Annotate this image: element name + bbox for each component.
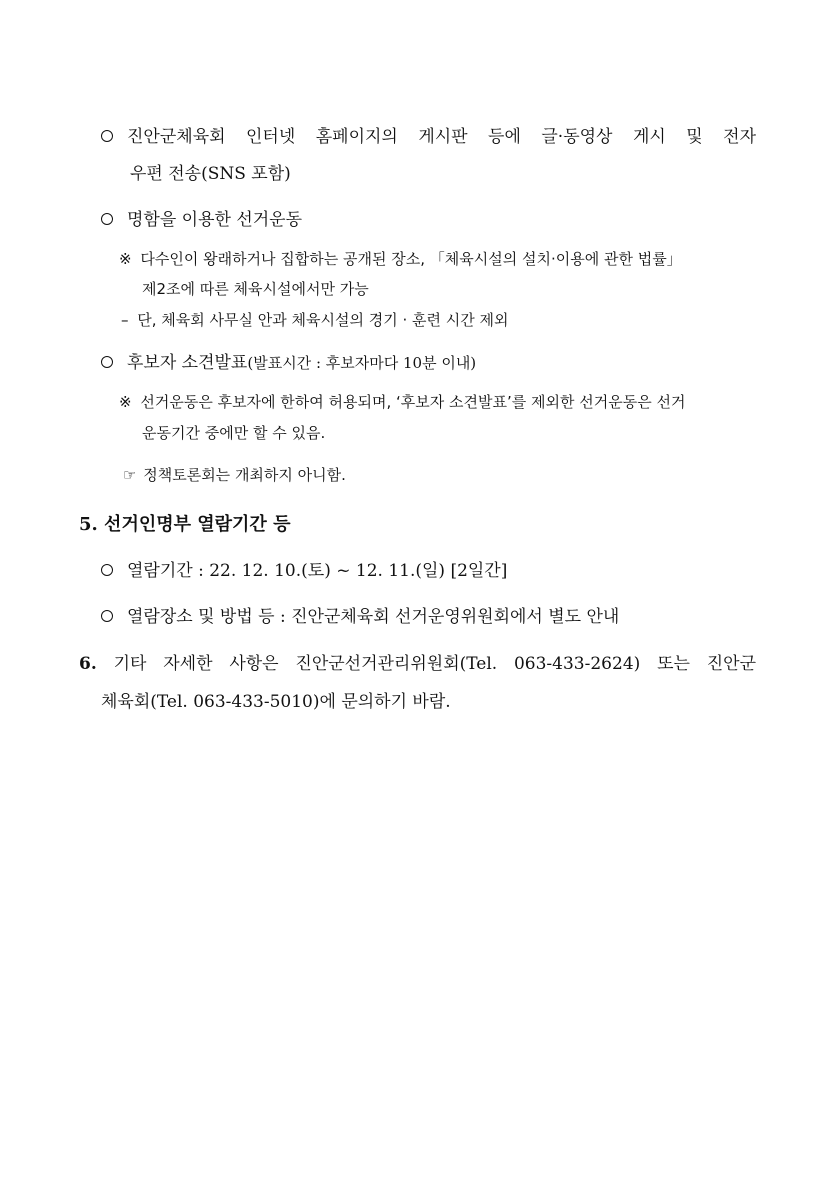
- circle-bullet-icon: [101, 356, 113, 368]
- section-5-heading: 5. 선거인명부 열람기간 등: [79, 514, 291, 535]
- period-item: [101, 563, 507, 580]
- speech-item: [101, 355, 476, 372]
- policy-note: [123, 468, 346, 483]
- section-6-line-1: [79, 656, 756, 673]
- card-note-line-2: 제2조에 따른 체육시설에서만 가능: [142, 280, 369, 298]
- place-item: [101, 609, 619, 626]
- speech-note-line-1: 선거운동은 후보자에 한하여 허용되며, ‘후보자 소견발표’를 제외한 선거운동은 선거: [140, 393, 686, 411]
- reference-mark-icon: ※: [119, 250, 132, 268]
- card-dash-text: 단, 체육회 사무실 안과 체육시설의 경기 · 훈련 시간 제외: [137, 311, 509, 329]
- speech-note-line-2: 운동기간 중에만 할 수 있음.: [142, 424, 326, 442]
- policy-text: 정책토론회는 개최하지 아니함.: [143, 466, 346, 484]
- card-dash-item: [121, 313, 509, 328]
- circle-bullet-icon: [101, 213, 113, 225]
- circle-bullet-icon: [101, 610, 113, 622]
- card-note: [119, 252, 682, 267]
- speech-title: 후보자 소견발표: [127, 353, 248, 373]
- speech-detail: (발표시간 : 후보자마다 10분 이내): [247, 354, 477, 372]
- pointing-hand-icon: ☞: [123, 466, 137, 484]
- circle-bullet-icon: [101, 130, 113, 142]
- circle-bullet-icon: [101, 564, 113, 576]
- speech-note: [119, 395, 685, 410]
- section-6-text-1: 기타 자세한 사항은 진안군선거관리위원회(Tel. 063-433-2624) 또는 진안군: [113, 654, 757, 674]
- sns-item: [101, 129, 756, 146]
- section-6-line-2: 체육회(Tel. 063-433-5010)에 문의하기 바람.: [101, 692, 451, 712]
- reference-mark-icon: ※: [119, 393, 132, 411]
- sns-line-2: 우편 전송(SNS 포함): [130, 164, 291, 184]
- dash-mark: –: [121, 311, 129, 329]
- section-6-number: 6.: [79, 654, 97, 674]
- card-note-line-1: 다수인이 왕래하거나 집합하는 공개된 장소, 「체육시설의 설치·이용에 관한 법률」: [140, 250, 682, 268]
- sns-line-1: 진안군체육회 인터넷 홈페이지의 게시판 등에 글·동영상 게시 및 전자: [127, 127, 756, 147]
- card-item: [101, 212, 302, 229]
- card-title: 명함을 이용한 선거운동: [127, 210, 303, 230]
- place-label: 열람장소 및 방법 등 : 진안군체육회 선거운영위원회에서 별도 안내: [127, 607, 620, 627]
- period-label: 열람기간 : 22. 12. 10.(토) ~ 12. 11.(일) [2일간]: [127, 561, 508, 581]
